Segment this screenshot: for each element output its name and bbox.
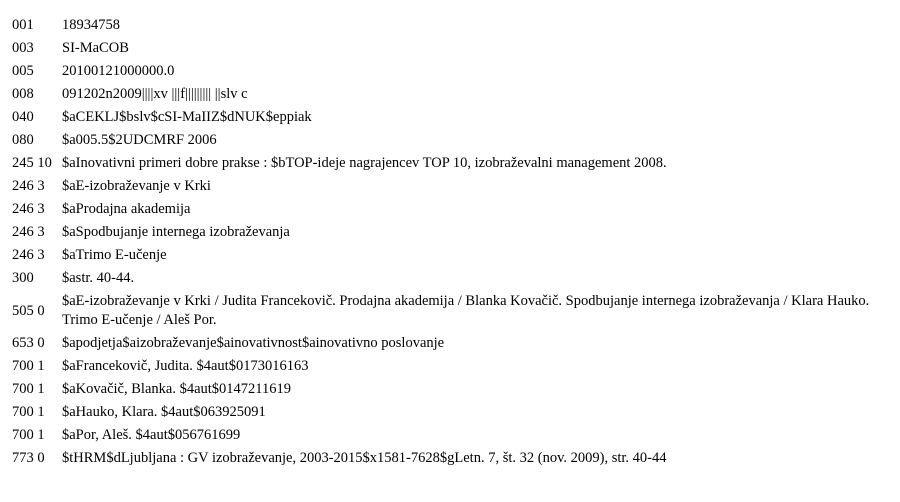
marc-field-300 <box>10 267 880 290</box>
field-value: 18934758 <box>62 17 120 33</box>
marc-field-003 <box>10 37 880 60</box>
marc-field-246 <box>10 175 880 198</box>
field-tag: 700 1 <box>12 381 45 397</box>
marc-field-773 <box>10 447 880 470</box>
field-tag: 653 0 <box>12 335 45 351</box>
marc-field-700 <box>10 424 880 447</box>
field-value: $aCEKLJ$bslv$cSI-MaIIZ$dNUK$eppiak <box>62 109 312 125</box>
marc-field-246 <box>10 198 880 221</box>
field-tag: 003 <box>12 40 34 56</box>
field-value: 20100121000000.0 <box>62 63 175 79</box>
field-value: $aFrancekovič, Judita. $4aut$0173016163 <box>62 358 309 374</box>
field-tag: 300 <box>12 270 34 286</box>
field-value: 091202n2009||||xv |||f||||||||| ||slv c <box>62 86 248 102</box>
field-value: $astr. 40-44. <box>62 270 135 286</box>
field-value: $aSpodbujanje internega izobraževanja <box>62 224 290 240</box>
field-value: $aInovativni primeri dobre prakse : $bTOP-ideje nagrajencev TOP 10, izobraževalni management 2008. <box>62 155 667 171</box>
field-tag: 246 3 <box>12 247 45 263</box>
marc-field-008 <box>10 83 880 106</box>
field-value: $aTrimo E-učenje <box>62 247 167 263</box>
marc-field-653 <box>10 332 880 355</box>
field-value: $a005.5$2UDCMRF 2006 <box>62 132 217 148</box>
field-tag: 001 <box>12 17 34 33</box>
marc-field-700 <box>10 401 880 424</box>
field-tag: 005 <box>12 63 34 79</box>
marc-field-005 <box>10 60 880 83</box>
field-value: $aHauko, Klara. $4aut$063925091 <box>62 404 266 420</box>
marc-field-001 <box>10 14 880 37</box>
field-value: $aProdajna akademija <box>62 201 191 217</box>
marc-record-table <box>10 14 880 470</box>
field-tag: 245 10 <box>12 155 52 171</box>
field-value: $apodjetja$aizobraževanje$ainovativnost$ainovativno poslovanje <box>62 335 445 351</box>
field-tag: 040 <box>12 109 34 125</box>
marc-field-245 <box>10 152 880 175</box>
marc-field-040 <box>10 106 880 129</box>
field-value: $aE-izobraževanje v Krki / Judita Francekovič. Prodajna akademija / Blanka Kovačič. Spodbujanje internega izobraževanja / Klara Hauko. Trimo E-učenje / Aleš Por. <box>62 293 870 328</box>
marc-field-080 <box>10 129 880 152</box>
field-tag: 505 0 <box>12 302 45 319</box>
field-value: SI-MaCOB <box>62 40 129 56</box>
field-tag: 773 0 <box>12 450 45 466</box>
field-tag: 008 <box>12 86 34 102</box>
field-tag: 246 3 <box>12 178 45 194</box>
field-value: $tHRM$dLjubljana : GV izobraževanje, 2003-2015$x1581-7628$gLetn. 7, št. 32 (nov. 2009), str. 40-44 <box>62 450 667 466</box>
field-tag: 080 <box>12 132 34 148</box>
field-tag: 700 1 <box>12 358 45 374</box>
field-tag: 700 1 <box>12 404 45 420</box>
field-value: $aPor, Aleš. $4aut$056761699 <box>62 427 241 443</box>
marc-field-700 <box>10 378 880 401</box>
marc-field-700 <box>10 355 880 378</box>
field-value: $aE-izobraževanje v Krki <box>62 178 211 194</box>
marc-field-505 <box>10 290 880 332</box>
marc-field-246 <box>10 244 880 267</box>
field-tag: 246 3 <box>12 201 45 217</box>
marc-field-246 <box>10 221 880 244</box>
field-value: $aKovačič, Blanka. $4aut$0147211619 <box>62 381 291 397</box>
field-tag: 700 1 <box>12 427 45 443</box>
field-tag: 246 3 <box>12 224 45 240</box>
